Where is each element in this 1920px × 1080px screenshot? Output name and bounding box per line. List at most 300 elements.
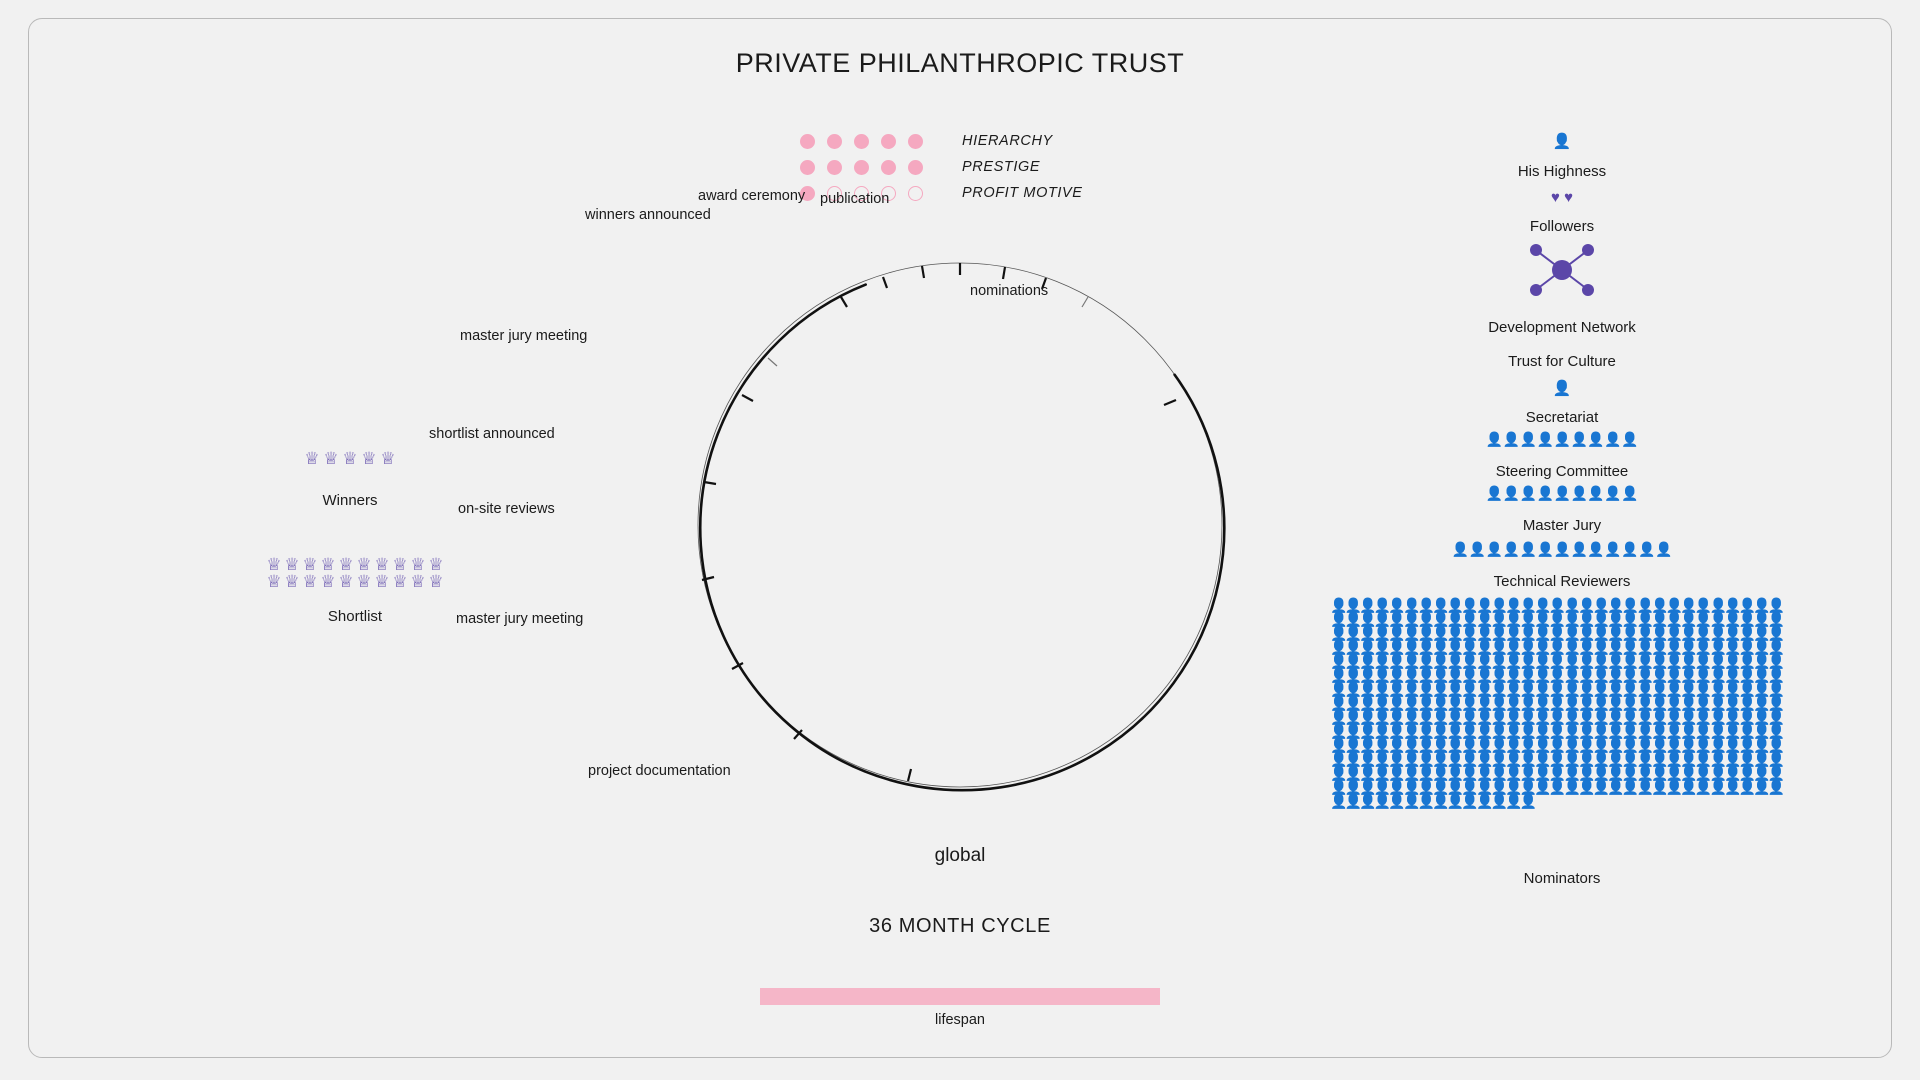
person-icon: 👤	[1446, 765, 1465, 781]
person-icon: 👤	[1417, 667, 1435, 683]
person-icon: 👤	[1536, 431, 1554, 447]
person-icon: 👤	[1485, 485, 1503, 501]
person-icon: 👤	[1505, 639, 1523, 655]
person-icon: 👤	[1534, 681, 1552, 697]
person-icon: 👤	[1651, 779, 1669, 795]
person-icon: 👤	[1636, 667, 1654, 683]
person-icon: 👤	[1505, 681, 1523, 697]
legend-label-profit-motive: PROFIT MOTIVE	[962, 185, 1083, 201]
person-icon: 👤	[1665, 597, 1684, 613]
person-icon: 👤	[1570, 431, 1588, 447]
person-icon: 👤	[1607, 681, 1625, 697]
person-icon: 👤	[1402, 681, 1421, 697]
person-icon: 👤	[1636, 709, 1654, 725]
person-icon: 👤	[1402, 597, 1421, 613]
person-icon: 👤	[1709, 765, 1727, 781]
legend-dot	[881, 160, 896, 175]
person-icon: 👤	[1432, 695, 1450, 711]
person-icon: 👤	[1680, 625, 1698, 641]
person-icon: 👤	[1490, 597, 1508, 613]
person-icon: 👤	[1636, 625, 1654, 641]
person-icon: 👤	[1402, 751, 1421, 767]
person-icon: 👤	[1359, 765, 1377, 781]
person-icon: 👤	[1417, 639, 1435, 655]
person-icon: 👤	[1417, 779, 1435, 795]
person-icon: 👤	[1680, 639, 1698, 655]
person-icon: 👤	[1534, 737, 1552, 753]
person-icon: 👤	[1536, 541, 1554, 557]
nominators-glyphs	[1330, 598, 1795, 808]
person-icon: 👤	[1563, 765, 1581, 781]
person-icon: 👤	[1373, 779, 1392, 795]
person-icon: 👤	[1373, 653, 1392, 669]
person-icon: 👤	[1402, 737, 1421, 753]
person-icon: 👤	[1621, 667, 1640, 683]
person-icon: 👤	[1534, 709, 1552, 725]
person-icon: 👤	[1607, 737, 1625, 753]
person-icon: 👤	[1636, 779, 1654, 795]
cycle-ring-svg	[660, 250, 1260, 830]
person-icon: 👤	[1344, 779, 1363, 795]
person-icon: 👤	[1359, 639, 1377, 655]
person-icon: 👤	[1388, 695, 1406, 711]
person-icon: 👤	[1621, 639, 1640, 655]
person-icon: 👤	[1592, 667, 1611, 683]
person-icon: 👤	[1767, 611, 1786, 627]
person-icon: 👤	[1680, 667, 1698, 683]
legend-row-hierarchy	[800, 128, 1120, 154]
person-icon: 👤	[1388, 723, 1406, 739]
cycle-label-publication: publication	[820, 191, 890, 207]
person-icon: 👤	[1651, 625, 1669, 641]
person-icon: 👤	[1548, 765, 1567, 781]
person-icon: 👤	[1548, 723, 1567, 739]
person-icon: 👤	[1724, 639, 1742, 655]
trophy-icon: ♕	[374, 572, 390, 591]
person-icon: 👤	[1709, 597, 1727, 613]
person-icon: 👤	[1767, 751, 1786, 767]
person-icon: 👤	[1767, 723, 1786, 739]
person-icon: 👤	[1665, 611, 1684, 627]
person-icon: 👤	[1359, 653, 1377, 669]
person-icon: 👤	[1767, 765, 1786, 781]
legend-row-prestige	[800, 154, 1120, 180]
legend-dot	[854, 134, 869, 149]
person-icon: 👤	[1388, 653, 1406, 669]
person-icon: 👤	[1621, 681, 1640, 697]
person-icon: 👤	[1359, 695, 1377, 711]
person-icon: 👤	[1534, 653, 1552, 669]
person-icon: 👤	[1709, 667, 1727, 683]
person-icon: 👤	[1490, 625, 1508, 641]
person-icon: 👤	[1373, 765, 1392, 781]
person-icon: 👤	[1505, 765, 1523, 781]
person-icon: 👤	[1402, 611, 1421, 627]
person-icon: 👤	[1534, 751, 1552, 767]
person-icon: 👤	[1709, 779, 1727, 795]
person-icon: 👤	[1330, 737, 1348, 753]
person-icon: 👤	[1680, 709, 1698, 725]
person-icon: 👤	[1402, 639, 1421, 655]
legend-dots-hierarchy	[800, 134, 940, 149]
person-icon: 👤	[1563, 611, 1581, 627]
person-icon: 👤	[1592, 737, 1611, 753]
person-icon: 👤	[1461, 625, 1479, 641]
person-icon: 👤	[1432, 611, 1450, 627]
person-icon: 👤	[1475, 611, 1494, 627]
person-icon: 👤	[1359, 625, 1377, 641]
person-icon: 👤	[1505, 709, 1523, 725]
person-icon: 👤	[1417, 695, 1435, 711]
person-icon: 👤	[1753, 667, 1771, 683]
person-icon: 👤	[1592, 611, 1611, 627]
person-icon: 👤	[1592, 709, 1611, 725]
person-icon: 👤	[1490, 653, 1508, 669]
person-icon: 👤	[1709, 681, 1727, 697]
trust-for-culture-caption: Trust for Culture	[1508, 353, 1616, 370]
person-icon: 👤	[1724, 625, 1742, 641]
person-icon: 👤	[1738, 695, 1757, 711]
person-icon: 👤	[1651, 639, 1669, 655]
person-icon: 👤	[1461, 597, 1479, 613]
person-icon: 👤	[1505, 793, 1523, 809]
trophy-icon: ♕	[428, 572, 444, 591]
person-icon: 👤	[1402, 709, 1421, 725]
person-icon: 👤	[1330, 793, 1348, 809]
person-icon: 👤	[1665, 625, 1684, 641]
legend-label-hierarchy: HIERARCHY	[962, 133, 1053, 149]
person-icon: 👤	[1359, 723, 1377, 739]
person-icon: 👤	[1753, 765, 1771, 781]
person-icon: 👤	[1607, 597, 1625, 613]
person-icon: 👤	[1607, 653, 1625, 669]
person-icon: 👤	[1753, 681, 1771, 697]
person-icon: 👤	[1359, 667, 1377, 683]
person-icon: 👤	[1490, 779, 1508, 795]
person-icon: 👤	[1402, 765, 1421, 781]
person-icon: 👤	[1587, 485, 1605, 501]
steering-committee-glyphs	[1332, 432, 1792, 446]
person-icon: 👤	[1767, 709, 1786, 725]
person-icon: 👤	[1402, 723, 1421, 739]
person-icon: 👤	[1563, 625, 1581, 641]
person-icon: 👤	[1651, 709, 1669, 725]
person-icon: 👤	[1738, 681, 1757, 697]
person-icon: 👤	[1536, 485, 1554, 501]
person-icon: 👤	[1475, 667, 1494, 683]
person-icon: 👤	[1432, 667, 1450, 683]
person-icon: 👤	[1451, 541, 1469, 557]
trophy-icon: ♕	[392, 572, 408, 591]
master-jury-glyphs	[1332, 486, 1792, 500]
person-icon: 👤	[1738, 765, 1757, 781]
person-icon: 👤	[1738, 751, 1757, 767]
person-icon: 👤	[1548, 639, 1567, 655]
person-icon: 👤	[1578, 625, 1596, 641]
person-icon: 👤	[1563, 737, 1581, 753]
person-icon: 👤	[1724, 653, 1742, 669]
person-icon: 👤	[1753, 737, 1771, 753]
person-icon: 👤	[1475, 793, 1494, 809]
person-icon: 👤	[1344, 681, 1363, 697]
person-icon: 👤	[1767, 667, 1786, 683]
person-icon: 👤	[1592, 653, 1611, 669]
person-icon: 👤	[1592, 639, 1611, 655]
person-icon: 👤	[1753, 695, 1771, 711]
person-icon: 👤	[1578, 611, 1596, 627]
person-icon: 👤	[1373, 723, 1392, 739]
person-icon: 👤	[1373, 695, 1392, 711]
person-icon: 👤	[1446, 625, 1465, 641]
person-icon: 👤	[1578, 695, 1596, 711]
legend-dot	[908, 134, 923, 149]
person-icon: 👤	[1330, 611, 1348, 627]
legend-dot	[800, 134, 815, 149]
person-icon: 👤	[1417, 597, 1435, 613]
followers-glyphs	[1332, 190, 1792, 205]
cycle-label-winners-announced: winners announced	[585, 207, 711, 223]
person-icon: 👤	[1738, 611, 1757, 627]
person-icon: 👤	[1432, 597, 1450, 613]
person-icon: 👤	[1553, 431, 1571, 447]
person-icon: 👤	[1651, 737, 1669, 753]
person-icon: 👤	[1621, 625, 1640, 641]
person-icon: 👤	[1709, 625, 1727, 641]
person-icon: 👤	[1738, 653, 1757, 669]
person-icon: 👤	[1621, 723, 1640, 739]
person-icon: 👤	[1432, 793, 1450, 809]
heart-icon: ♥	[1564, 189, 1573, 206]
trophy-icon: ♕	[342, 449, 358, 468]
master-jury-caption: Master Jury	[1522, 517, 1602, 534]
person-icon: 👤	[1553, 485, 1571, 501]
person-icon: 👤	[1475, 779, 1494, 795]
person-icon: 👤	[1767, 597, 1786, 613]
winners-glyphs	[300, 450, 400, 467]
person-icon: 👤	[1534, 639, 1552, 655]
person-icon: 👤	[1502, 541, 1520, 557]
person-icon: 👤	[1636, 653, 1654, 669]
person-icon: 👤	[1359, 611, 1377, 627]
person-icon: 👤	[1592, 597, 1611, 613]
person-icon: 👤	[1388, 751, 1406, 767]
person-icon: 👤	[1373, 625, 1392, 641]
person-icon: 👤	[1578, 681, 1596, 697]
person-icon: 👤	[1578, 597, 1596, 613]
person-icon: 👤	[1359, 751, 1377, 767]
person-icon: 👤	[1490, 765, 1508, 781]
person-icon: 👤	[1446, 737, 1465, 753]
person-icon: 👤	[1665, 765, 1684, 781]
person-icon: 👤	[1344, 639, 1363, 655]
person-icon: 👤	[1753, 709, 1771, 725]
person-icon: 👤	[1636, 597, 1654, 613]
person-icon: 👤	[1388, 639, 1406, 655]
person-icon: 👤	[1578, 639, 1596, 655]
person-icon: 👤	[1724, 737, 1742, 753]
person-icon: 👤	[1694, 597, 1713, 613]
person-icon: 👤	[1461, 709, 1479, 725]
person-icon: 👤	[1738, 709, 1757, 725]
person-icon: 👤	[1505, 737, 1523, 753]
person-icon: 👤	[1694, 765, 1713, 781]
person-icon: 👤	[1373, 751, 1392, 767]
lifespan-bar	[760, 988, 1160, 1005]
person-icon: 👤	[1330, 597, 1348, 613]
person-icon: 👤	[1432, 751, 1450, 767]
person-icon: 👤	[1651, 751, 1669, 767]
person-icon: 👤	[1330, 709, 1348, 725]
person-icon: 👤	[1563, 723, 1581, 739]
person-icon: 👤	[1636, 695, 1654, 711]
person-icon: 👤	[1485, 431, 1503, 447]
legend-dot	[800, 160, 815, 175]
trophy-icon: ♕	[410, 572, 426, 591]
person-icon: 👤	[1607, 765, 1625, 781]
legend-dot	[854, 160, 869, 175]
trophy-icon: ♕	[323, 449, 339, 468]
legend-dot	[827, 160, 842, 175]
person-icon: 👤	[1505, 667, 1523, 683]
legend-dot	[827, 134, 842, 149]
legend-dot	[908, 160, 923, 175]
cycle-caption: 36 MONTH CYCLE	[869, 915, 1051, 937]
person-icon: 👤	[1621, 737, 1640, 753]
person-icon: 👤	[1475, 625, 1494, 641]
person-icon: 👤	[1694, 667, 1713, 683]
person-icon: 👤	[1505, 779, 1523, 795]
person-icon: 👤	[1680, 695, 1698, 711]
person-icon: 👤	[1519, 737, 1538, 753]
person-icon: 👤	[1373, 597, 1392, 613]
person-icon: 👤	[1432, 653, 1450, 669]
person-icon: 👤	[1636, 639, 1654, 655]
person-icon: 👤	[1694, 723, 1713, 739]
person-icon: 👤	[1461, 611, 1479, 627]
person-icon: 👤	[1519, 695, 1538, 711]
development-network-caption: Development Network	[1488, 319, 1636, 336]
person-icon: 👤	[1724, 751, 1742, 767]
person-icon: 👤	[1592, 625, 1611, 641]
person-icon: 👤	[1604, 485, 1622, 501]
person-icon: 👤	[1490, 737, 1508, 753]
person-icon: 👤	[1563, 779, 1581, 795]
person-icon: 👤	[1490, 667, 1508, 683]
person-icon: 👤	[1417, 751, 1435, 767]
person-icon: 👤	[1767, 681, 1786, 697]
person-icon: 👤	[1490, 793, 1508, 809]
person-icon: 👤	[1621, 751, 1640, 767]
person-icon: 👤	[1388, 793, 1406, 809]
person-icon: 👤	[1607, 751, 1625, 767]
person-icon: 👤	[1578, 723, 1596, 739]
person-icon: 👤	[1519, 625, 1538, 641]
person-icon: 👤	[1388, 709, 1406, 725]
person-icon: 👤	[1709, 751, 1727, 767]
person-icon: 👤	[1344, 737, 1363, 753]
person-icon: 👤	[1330, 779, 1348, 795]
person-icon: 👤	[1578, 779, 1596, 795]
person-icon: 👤	[1621, 695, 1640, 711]
cycle-label-master-jury-meeting-1: master jury meeting	[460, 328, 588, 344]
person-icon: 👤	[1724, 709, 1742, 725]
person-icon: 👤	[1621, 485, 1639, 501]
person-icon: 👤	[1461, 723, 1479, 739]
person-icon: 👤	[1680, 723, 1698, 739]
person-icon: 👤	[1665, 695, 1684, 711]
person-icon: 👤	[1548, 695, 1567, 711]
person-icon: 👤	[1563, 597, 1581, 613]
person-icon: 👤	[1519, 611, 1538, 627]
person-icon: 👤	[1563, 751, 1581, 767]
person-icon: 👤	[1621, 431, 1639, 447]
trophy-icon: ♕	[304, 449, 320, 468]
person-icon: 👤	[1446, 611, 1465, 627]
person-icon: 👤	[1402, 667, 1421, 683]
person-icon: 👤	[1344, 765, 1363, 781]
trophy-icon: ♕	[302, 555, 318, 574]
person-icon: 👤	[1490, 723, 1508, 739]
cycle-label-shortlist-announced: shortlist announced	[429, 426, 555, 442]
his-highness-glyphs	[1332, 134, 1792, 149]
person-icon: 👤	[1665, 653, 1684, 669]
person-icon: 👤	[1417, 681, 1435, 697]
person-icon: 👤	[1563, 709, 1581, 725]
person-icon: 👤	[1578, 751, 1596, 767]
person-icon: 👤	[1388, 667, 1406, 683]
person-icon: 👤	[1587, 541, 1605, 557]
person-icon: 👤	[1359, 709, 1377, 725]
person-icon: 👤	[1621, 709, 1640, 725]
person-icon: 👤	[1563, 653, 1581, 669]
person-icon: 👤	[1738, 723, 1757, 739]
person-icon: 👤	[1446, 709, 1465, 725]
person-icon: 👤	[1461, 681, 1479, 697]
person-icon: 👤	[1490, 681, 1508, 697]
person-icon: 👤	[1578, 653, 1596, 669]
person-icon: 👤	[1767, 779, 1786, 795]
person-icon: 👤	[1592, 765, 1611, 781]
person-icon: 👤	[1359, 681, 1377, 697]
person-icon: 👤	[1432, 779, 1450, 795]
person-icon: 👤	[1578, 709, 1596, 725]
person-icon: 👤	[1636, 751, 1654, 767]
person-icon: 👤	[1475, 737, 1494, 753]
person-icon: 👤	[1417, 737, 1435, 753]
person-icon: 👤	[1694, 653, 1713, 669]
person-icon: 👤	[1373, 793, 1392, 809]
person-icon: 👤	[1552, 380, 1572, 397]
person-icon: 👤	[1373, 611, 1392, 627]
person-icon: 👤	[1694, 639, 1713, 655]
person-icon: 👤	[1724, 667, 1742, 683]
person-icon: 👤	[1548, 611, 1567, 627]
person-icon: 👤	[1680, 597, 1698, 613]
trophy-icon: ♕	[380, 449, 396, 468]
person-icon: 👤	[1665, 779, 1684, 795]
person-icon: 👤	[1570, 541, 1588, 557]
person-icon: 👤	[1651, 681, 1669, 697]
person-icon: 👤	[1680, 653, 1698, 669]
network-icon	[1525, 242, 1599, 298]
person-icon: 👤	[1446, 667, 1465, 683]
person-icon: 👤	[1563, 695, 1581, 711]
person-icon: 👤	[1417, 709, 1435, 725]
person-icon: 👤	[1490, 751, 1508, 767]
winners-caption: Winners	[322, 492, 378, 509]
person-icon: 👤	[1636, 765, 1654, 781]
person-icon: 👤	[1519, 779, 1538, 795]
